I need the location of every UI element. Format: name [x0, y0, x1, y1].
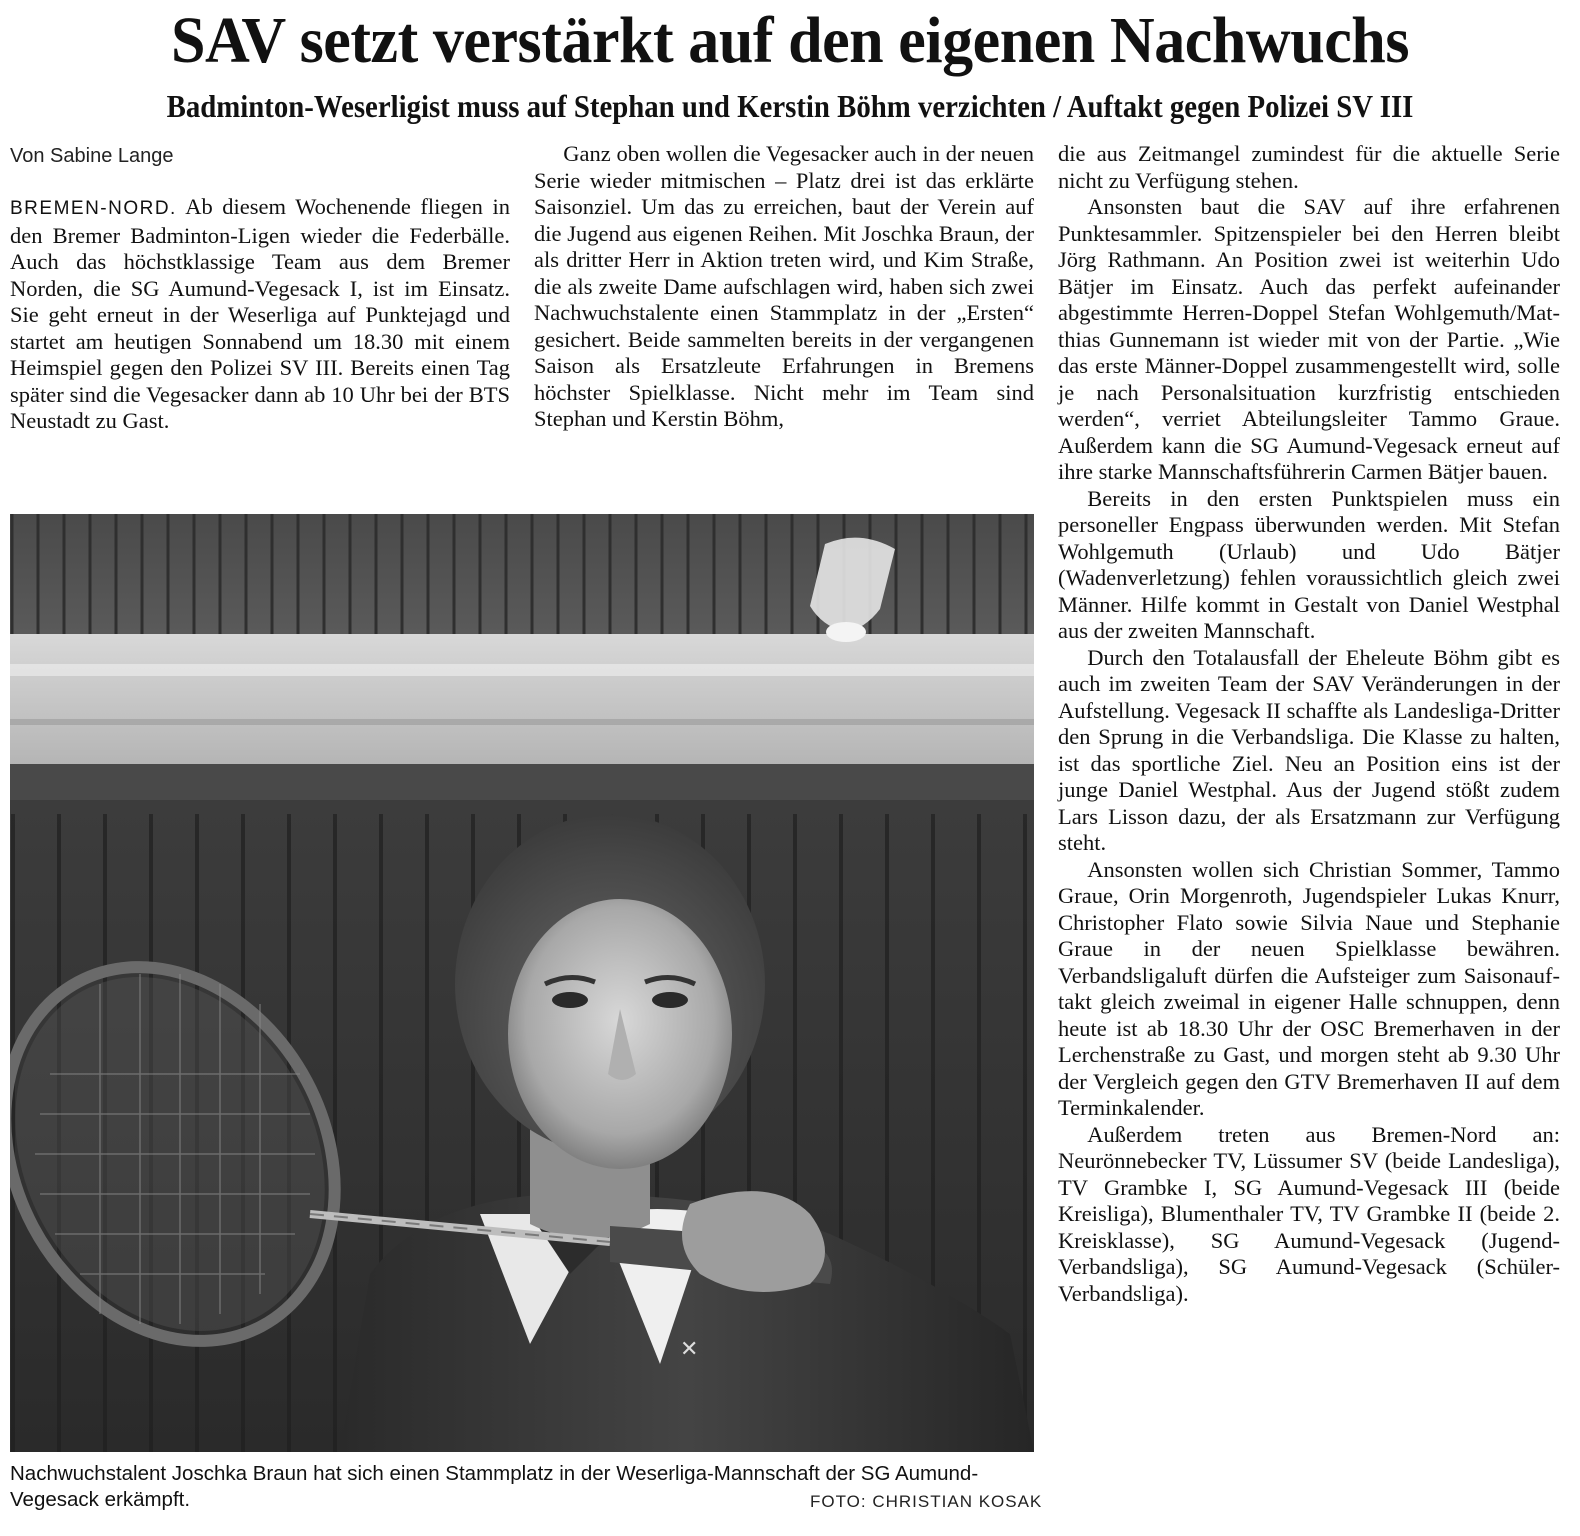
- badminton-player-photo: [10, 514, 1034, 1452]
- paragraph: Durch den Totalausfall der Eheleute Böhm gibt es auch im zweiten Team der SAV Veränderungen in der Aufstellung. Vegesack II schaffte als Landesliga-Dritter den Sprung in die Verbandsliga. Die Klasse zu halten, ist das sportliche Ziel. Neu an Position eins ist der junge Daniel Westphal. Aus der Jugend stößt zudem Lars Lisson dazu, der als Ersatzmann zur Verfügung steht.: [1058, 644, 1560, 855]
- lead-paragraph: [10, 194, 510, 435]
- article-column-2: [534, 141, 1034, 433]
- paragraph: Ansonsten baut die SAV auf ihre erfahrenen Punktesammler. Spitzenspieler bei den Herren bleibt Jörg Rathmann. An Position zwei ist weiterhin Udo Bätjer im Einsatz. Auch das perfekt aufeinander abgestimmte Herren-Doppel Stefan Wohlgemuth/Matthias Gunnemann ist wieder mit von der Partie. „Wie das erste Männer-Doppel zusammengestellt wird, solle je nach Personalsituation kurzfristig entschieden werden“, verriet Abteilungsleiter Tammo Graue. Außerdem kann die SG Aumund-Vegesack erneut auf ihre starke Mannschaftsführerin Carmen Bätjer bauen.: [1058, 194, 1560, 484]
- dateline: BREMEN-NORD.: [10, 198, 177, 219]
- paragraph: Ganz oben wollen die Vegesacker auch in der neuen Serie wieder mitmischen – Platz drei ist das erklärte Saisonziel. Um das zu erreichen, baut der Verein auf die Jugend aus eigenen Reihen. Mit Joschka Braun, der als dritter Herr in Aktion treten wird, und Kim Straße, die als zweite Dame aufschlagen wird, haben sich zwei Nachwuchstalente einen Stammplatz in der „Ersten“ gesichert. Beide sammelten bereits in der vergangenen Saison als Ersatzleute Erfahrungen in Bremens höchster Spielklasse. Nicht mehr im Team sind Stephan und Kerstin Böhm,: [534, 141, 1034, 431]
- paragraph: die aus Zeitmangel zumindest für die aktuelle Serie nicht zu Verfügung stehen.: [1058, 141, 1560, 193]
- subheadline: Badminton-Weserligist muss auf Stephan und Kerstin Böhm verzichten / Auftakt gegen Polizei SV III: [166, 88, 1414, 124]
- byline: Von Sabine Lange: [10, 145, 174, 167]
- shirt-logo-icon: ✕: [680, 1337, 699, 1362]
- paragraph: Außerdem treten aus Bremen-Nord an: Neurönnebecker TV, Lüssumer SV (beide Landesliga), TV Grambke I, SG Aumund-Vegesack III (beide Kreisliga), Blumenthaler TV, TV Grambke II (beide 2. Kreisklasse), SG Aumund-Vegesack (Jugend-Verbandsliga), SG Aumund-Vegesack (Schüler-Verbandsliga).: [1058, 1121, 1560, 1306]
- photo-credit: FOTO: CHRISTIAN KOSAK: [810, 1492, 1043, 1511]
- article-photo: [10, 514, 1034, 1452]
- article-column-1: [10, 194, 510, 435]
- paragraph: Bereits in den ersten Punktspielen muss ein personeller Engpass überwunden werden. Mit Stefan Wohlgemuth (Urlaub) und Udo Bätjer (Wadenverletzung) fehlen voraussichtlich gleich zwei Männer. Hilfe kommt in Gestalt von Daniel Westphal aus der zweiten Mannschaft.: [1058, 485, 1560, 643]
- headline: SAV setzt verstärkt auf den eigenen Nachwuchs: [170, 4, 1410, 77]
- lead-text: Ab diesem Wochenende fliegen in den Bremer Badminton-Ligen wieder die Federbälle. Auch das höchstklassige Team aus dem Bremer Norden, die SG Aumund-Vegesack I, ist im Einsatz. Sie geht erneut in der Weserliga auf Punktejagd und startet am heutigen Sonnabend um 18.30 mit einem Heimspiel gegen den Polizei SV III. Bereits einen Tag später sind die Vegesacker dann ab 10 Uhr bei der BTS Neustadt zu Gast.: [10, 194, 510, 433]
- paragraph: Ansonsten wollen sich Christian Sommer, Tammo Graue, Orin Morgenroth, Jugendspieler Lukas Knurr, Christopher Flato sowie Silvia Naue und Stephanie Graue in der neuen Spielklasse bewähren. Verbandsligaluft dürfen die Aufsteiger zum Saisonauftakt gleich zweimal in eigener Halle schnuppen, denn heute ist ab 18.30 Uhr der OSC Bremerhaven in der Lerchenstraße zu Gast, und morgen steht ab 9.30 Uhr der Vergleich gegen den GTV Bremerhaven II auf dem Terminkalender.: [1058, 856, 1560, 1120]
- article-column-3: [1058, 141, 1560, 1307]
- photo-caption: Nachwuchstalent Joschka Braun hat sich einen Stammplatz in der Weserliga-Mannschaft der SG Aumund-Vegesack erkämpft.: [10, 1462, 979, 1511]
